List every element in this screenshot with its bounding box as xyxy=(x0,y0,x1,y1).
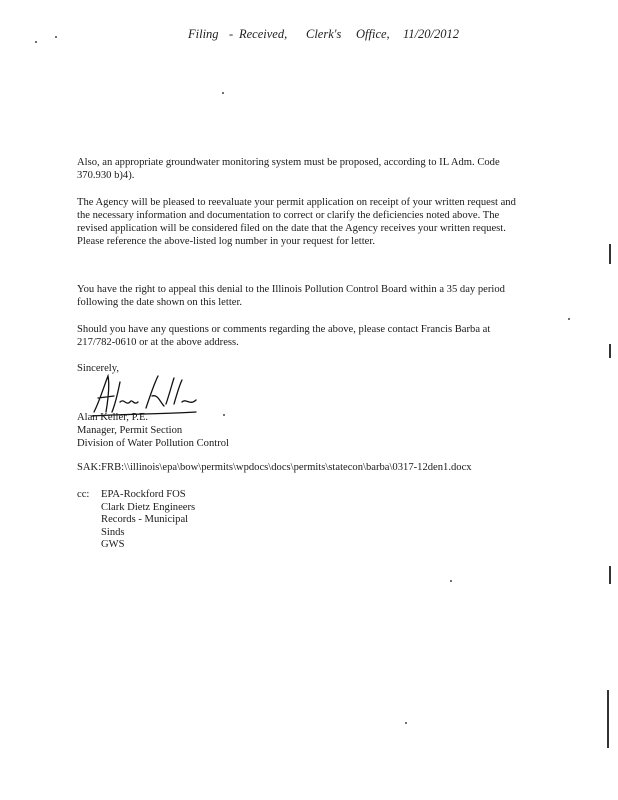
scan-mark xyxy=(609,344,611,358)
cc-recipient: GWS xyxy=(101,539,125,550)
signer-title: Manager, Permit Section xyxy=(77,425,183,436)
cc-label: cc: xyxy=(77,489,90,500)
stamp-date: 11/20/2012 xyxy=(403,27,460,41)
stamp-filing: Filing xyxy=(188,27,219,41)
cc-recipient-list xyxy=(101,489,195,552)
cc-recipient: EPA-Rockford FOS xyxy=(101,489,186,500)
scan-speck xyxy=(35,41,37,43)
scan-speck xyxy=(223,414,225,416)
scan-speck xyxy=(55,36,57,38)
paragraph-appeal-rights: You have the right to appeal this denial to the Illinois Pollution Control Board within a 35 day period following the date shown on this letter. xyxy=(77,284,505,308)
signer-name: Alan Keller, P.E. xyxy=(77,412,149,423)
closing-salutation: Sincerely, xyxy=(77,363,119,374)
scan-mark xyxy=(609,244,611,264)
scan-speck xyxy=(222,92,224,94)
cc-recipient: Clark Dietz Engineers xyxy=(101,501,196,513)
scan-mark xyxy=(609,566,611,584)
document-file-path: SAK:FRB:\\illinois\epa\bow\permits\wpdocs\docs\permits\statecon\barba\0317-12den1.docx xyxy=(77,462,472,473)
stamp-received: Received, xyxy=(239,27,288,41)
paragraph-groundwater-monitoring: Also, an appropriate groundwater monitoring system must be proposed, according to IL Adm. Code 370.930 b)4). xyxy=(77,157,500,181)
cc-recipient: Records - Municipal xyxy=(101,514,189,525)
stamp-dash: - xyxy=(229,27,234,41)
paragraph-contact: Should you have any questions or comments regarding the above, please contact Francis Barba at 217/782-0610 or at the above address. xyxy=(77,324,491,348)
scan-speck xyxy=(405,722,407,724)
scan-mark xyxy=(607,690,609,748)
stamp-office: Office, xyxy=(356,27,390,41)
scan-speck xyxy=(450,580,452,582)
paragraph-reevaluation: The Agency will be pleased to reevaluate your permit application on receipt of your written request and the necessary information and documentation to correct or clarify the deficiencies noted above. The revised application will be considered filed on the date that the Agency receives your written request. Please reference the above-listed log number in your request for letter. xyxy=(77,197,516,247)
stamp-clerks: Clerk's xyxy=(306,27,342,41)
signer-division: Division of Water Pollution Control xyxy=(77,438,229,449)
signature-block xyxy=(77,411,229,450)
cc-recipient: Sinds xyxy=(101,526,125,538)
scan-speck xyxy=(568,318,570,320)
